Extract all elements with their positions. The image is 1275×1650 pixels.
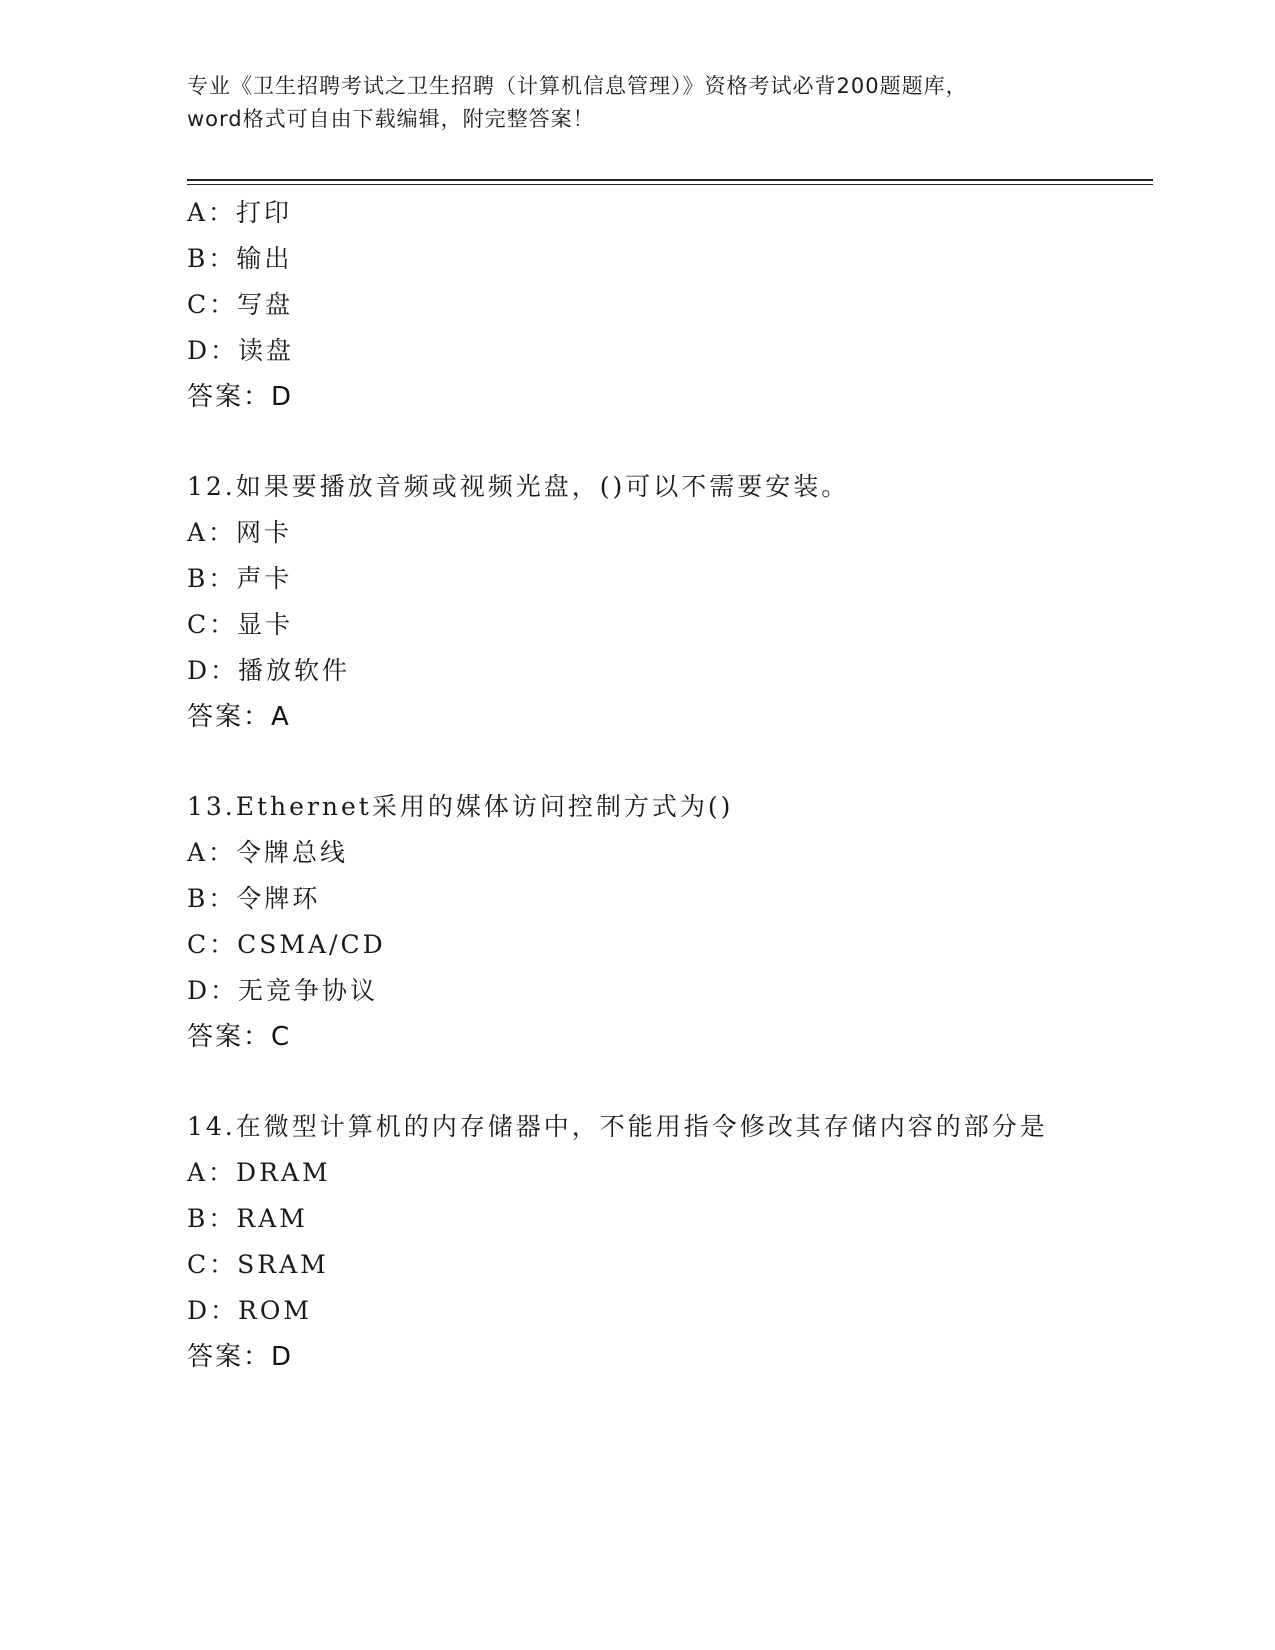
answer-line: 答案：D <box>187 1342 294 1372</box>
option-a: A：DRAM <box>187 1158 331 1187</box>
question-block-12 <box>187 464 1147 740</box>
answer-line: 答案：D <box>187 382 294 412</box>
option-b: B：令牌环 <box>187 884 321 913</box>
answer-line: 答案：C <box>187 1022 292 1052</box>
option-c: C：显卡 <box>187 610 294 639</box>
question-text: 14.在微型计算机的内存储器中，不能用指令修改其存储内容的部分是 <box>187 1112 1048 1141</box>
question-block-14 <box>187 1104 1147 1380</box>
block-spacer <box>187 740 1147 784</box>
option-c: C：SRAM <box>187 1250 329 1279</box>
block-spacer <box>187 420 1147 464</box>
option-d: D：无竞争协议 <box>187 976 379 1005</box>
header-title-line-1: 专业《卫生招聘考试之卫生招聘（计算机信息管理）》资格考试必背200题题库， <box>187 74 968 98</box>
block-spacer <box>187 1060 1147 1104</box>
option-a: A：打印 <box>187 198 293 227</box>
document-header <box>187 70 1087 136</box>
question-text: 12.如果要播放音频或视频光盘，()可以不需要安装。 <box>187 472 850 501</box>
option-b: B：输出 <box>187 244 293 273</box>
answer-line: 答案：A <box>187 702 291 732</box>
question-block-11 <box>187 190 1147 420</box>
question-text: 13.Ethernet采用的媒体访问控制方式为() <box>187 792 734 821</box>
option-b: B：RAM <box>187 1204 308 1233</box>
option-d: D：播放软件 <box>187 656 351 685</box>
option-d: D：ROM <box>187 1296 312 1325</box>
option-a: A：令牌总线 <box>187 838 349 867</box>
header-divider <box>187 179 1153 185</box>
option-a: A：网卡 <box>187 518 293 547</box>
header-title-line-2: word格式可自由下载编辑，附完整答案！ <box>187 107 595 131</box>
option-b: B：声卡 <box>187 564 293 593</box>
question-block-13 <box>187 784 1147 1060</box>
option-c: C：写盘 <box>187 290 294 319</box>
question-list <box>187 190 1147 1380</box>
option-c: C：CSMA/CD <box>187 930 386 959</box>
option-d: D：读盘 <box>187 336 295 365</box>
